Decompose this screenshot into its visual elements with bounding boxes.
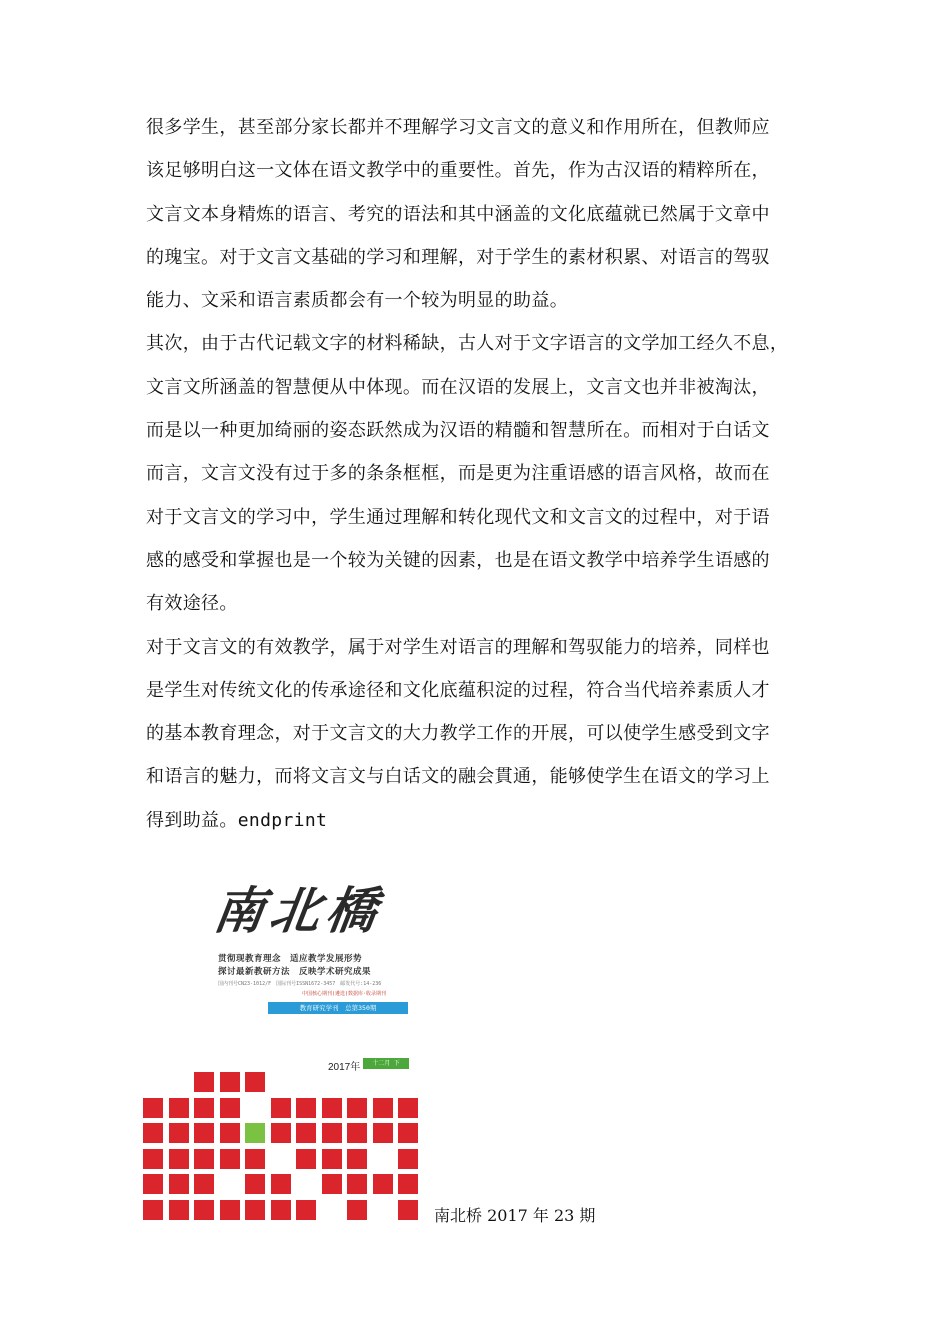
figure-caption: 南北桥 2017 年 23 期 xyxy=(434,1206,596,1225)
text-line: 有效途径。 xyxy=(146,593,238,615)
cover-square xyxy=(322,1174,342,1194)
cover-square xyxy=(194,1149,214,1169)
text-line: 对于文言文的有效教学，属于对学生对语言的理解和驾驭能力的培养，同样也 xyxy=(146,636,770,658)
cover-square xyxy=(143,1098,163,1118)
cover-square xyxy=(347,1123,367,1143)
cover-square xyxy=(169,1149,189,1169)
cover-square xyxy=(220,1200,240,1220)
cover-square-grid xyxy=(142,1076,432,1222)
cover-blue-bar: 教育研究学刊 总第350期 xyxy=(268,1002,408,1014)
cover-square xyxy=(347,1149,367,1169)
cover-square xyxy=(322,1098,342,1118)
cover-square xyxy=(296,1200,316,1220)
cover-square xyxy=(245,1072,265,1092)
cover-square xyxy=(143,1174,163,1194)
cover-square xyxy=(220,1098,240,1118)
text-line: 而是以一种更加绮丽的姿态跃然成为汉语的精髓和智慧所在。而相对于白话文 xyxy=(146,420,770,442)
text-line: 其次，由于古代记载文字的材料稀缺，古人对于文字语言的文学加工经久不息， xyxy=(146,333,789,355)
text-line: 很多学生，甚至部分家长都并不理解学习文言文的意义和作用所在，但教师应 xyxy=(146,117,770,138)
cover-square xyxy=(220,1072,240,1092)
text-line: 能力、文采和语言素质都会有一个较为明显的助益。 xyxy=(146,290,569,312)
cover-square xyxy=(271,1200,291,1220)
cover-square xyxy=(245,1149,265,1169)
cover-square xyxy=(245,1174,265,1194)
text-line: 是学生对传统文化的传承途径和文化底蕴积淀的过程，符合当代培养素质人才 xyxy=(146,679,770,701)
cover-square xyxy=(398,1123,418,1143)
cover-square xyxy=(169,1174,189,1194)
cover-square xyxy=(347,1174,367,1194)
cover-square xyxy=(296,1123,316,1143)
cover-square xyxy=(194,1174,214,1194)
cover-square xyxy=(143,1200,163,1220)
text-line: 和语言的魅力，而将文言文与白话文的融会貫通，能够使学生在语文的学习上 xyxy=(146,766,770,788)
cover-square xyxy=(373,1174,393,1194)
cover-square xyxy=(220,1149,240,1169)
cover-square xyxy=(398,1200,418,1220)
text-line: 的瑰宝。对于文言文基础的学习和理解，对于学生的素材积累、对语言的驾驭 xyxy=(146,246,770,268)
cover-square xyxy=(271,1098,291,1118)
cover-square xyxy=(296,1149,316,1169)
cover-square xyxy=(296,1098,316,1118)
cover-title-calligraphy: 南北橋 xyxy=(209,881,387,940)
cover-issn: 国内刊号CN23-1012/F 国际刊号ISSN1672-3457 邮发代号:14-236 xyxy=(218,981,382,987)
text-line: 文言文所涵盖的智慧便从中体现。而在汉语的发展上，文言文也并非被淘汰， xyxy=(146,376,770,398)
text-line: 的基本教育理念，对于文言文的大力教学工作的开展，可以使学生感受到文字 xyxy=(146,723,770,745)
cover-square xyxy=(271,1123,291,1143)
cover-square xyxy=(398,1174,418,1194)
cover-slogan: 探讨最新教研方法 反映学术研究成果 xyxy=(218,967,372,977)
cover-square xyxy=(143,1123,163,1143)
cover-square xyxy=(398,1149,418,1169)
cover-issue-tag: 十二月 下 xyxy=(363,1058,409,1069)
cover-square xyxy=(271,1174,291,1194)
cover-square xyxy=(194,1098,214,1118)
cover-square xyxy=(220,1123,240,1143)
cover-square xyxy=(169,1098,189,1118)
cover-square xyxy=(143,1149,163,1169)
cover-square xyxy=(347,1200,367,1220)
cover-square xyxy=(322,1149,342,1169)
text-line: 该足够明白这一文体在语文教学中的重要性。首先，作为古汉语的精粹所在， xyxy=(146,160,770,182)
cover-square xyxy=(322,1123,342,1143)
cover-square xyxy=(169,1200,189,1220)
text-line: 得到助益。endprint xyxy=(146,809,328,831)
cover-slogan: 贯彻现教育理念 适应教学发展形势 xyxy=(218,954,363,964)
magazine-cover-image xyxy=(142,868,432,1222)
text-line: 感的感受和掌握也是一个较为关键的因素，也是在语文教学中培养学生语感的 xyxy=(146,549,770,571)
cover-square xyxy=(194,1123,214,1143)
body-text xyxy=(146,106,811,842)
cover-square xyxy=(245,1200,265,1220)
cover-square xyxy=(373,1098,393,1118)
cover-square xyxy=(373,1123,393,1143)
cover-square xyxy=(194,1072,214,1092)
cover-square xyxy=(245,1123,265,1143)
cover-subtitle: 中国核心期刊(遴选)数据库·收录期刊 xyxy=(302,991,387,997)
cover-square xyxy=(347,1098,367,1118)
text-line: 而言，文言文没有过于多的条条框框，而是更为注重语感的语言风格，故而在 xyxy=(146,463,770,485)
text-line: 文言文本身精炼的语言、考究的语法和其中涵盖的文化底蕴就已然属于文章中 xyxy=(146,203,770,225)
text-line: 对于文言文的学习中，学生通过理解和转化现代文和文言文的过程中，对于语 xyxy=(146,506,770,528)
cover-square xyxy=(194,1200,214,1220)
cover-square xyxy=(398,1098,418,1118)
cover-year: 2017年 xyxy=(328,1062,361,1073)
cover-square xyxy=(169,1123,189,1143)
